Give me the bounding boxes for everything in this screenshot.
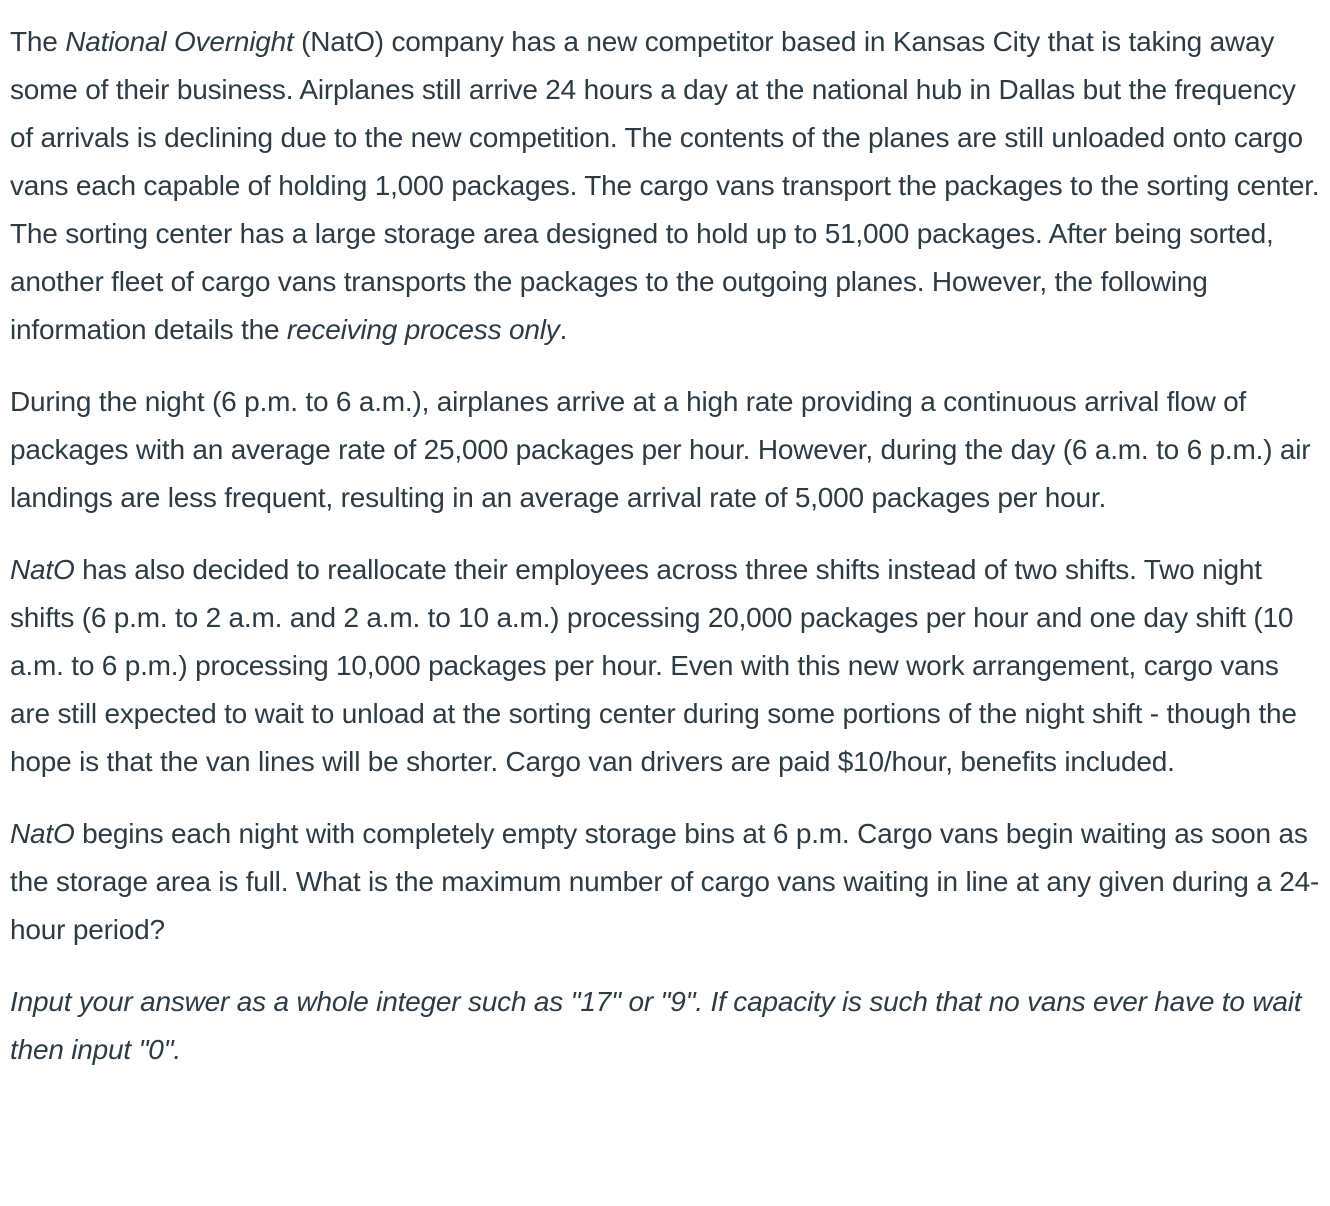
problem-intro-paragraph	[10, 18, 1320, 354]
nato-emphasis: NatO	[10, 818, 75, 849]
intro-text-2: (NatO) company has a new competitor based in Kansas City that is taking away some of their business. Airplanes still arrive 24 hours a day at the national hub in Dallas but the frequency of arrivals is declining due to the new competition. The contents of the planes are still unloaded onto cargo vans each capable of holding 1,000 packages. The cargo vans transport the packages to the sorting center. The sorting center has a large storage area designed to hold up to 51,000 packages. After being sorted, another fleet of cargo vans transports the packages to the outgoing planes. However, the following information details the	[10, 26, 1320, 345]
question-text: begins each night with completely empty storage bins at 6 p.m. Cargo vans begin waiting as soon as the storage area is full. What is the maximum number of cargo vans waiting in line at any given during a 24-hour period?	[10, 818, 1320, 945]
intro-text-3: .	[559, 314, 568, 345]
answer-instruction: Input your answer as a whole integer such as "17" or "9". If capacity is such that no vans ever have to wait then input "0".	[10, 986, 1302, 1065]
shifts-text: has also decided to reallocate their employees across three shifts instead of two shifts. Two night shifts (6 p.m. to 2 a.m. and 2 a.m. to 10 a.m.) processing 20,000 packages per hour and one day shift (10 a.m. to 6 p.m.) processing 10,000 packages per hour. Even with this new work arrangement, cargo vans are still expected to wait to unload at the sorting center during some portions of the night shift - though the hope is that the van lines will be shorter. Cargo van drivers are paid $10/hour, benefits included.	[10, 554, 1297, 777]
shifts-paragraph	[10, 546, 1320, 786]
intro-text-1: The	[10, 26, 66, 57]
question-paragraph	[10, 810, 1320, 954]
receiving-process-emphasis: receiving process only	[286, 314, 560, 345]
arrival-rates-paragraph: During the night (6 p.m. to 6 a.m.), airplanes arrive at a high rate providing a continuous arrival flow of packages with an average rate of 25,000 packages per hour. However, during the day (6 a.m. to 6 p.m.) air landings are less frequent, resulting in an average arrival rate of 5,000 packages per hour.	[10, 386, 1311, 513]
nato-emphasis: NatO	[10, 554, 75, 585]
question-document	[10, 18, 1320, 1074]
company-name-emphasis: National Overnight	[65, 26, 294, 57]
